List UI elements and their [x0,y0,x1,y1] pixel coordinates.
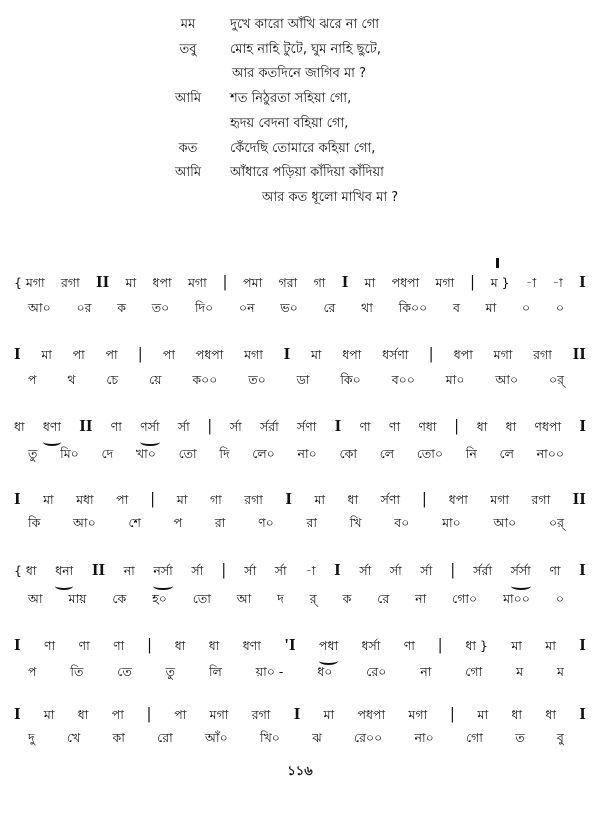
note: ধণা [43,419,61,439]
lyric-syllable: হ০ [152,591,167,606]
lyric-syllable: ০ [555,300,564,315]
note: | [221,560,226,579]
notation-row [14,635,586,658]
note: I [293,704,301,723]
lyric-syllable: তু [28,446,38,461]
lyric-syllable: না০০ [536,446,564,461]
note: I [579,416,586,435]
lyric-syllable: না [415,591,427,606]
poem-line-text: আর কতদিনে জাগিব মা ? [232,66,366,81]
note: ধপা [453,347,473,362]
lyric-syllable: লে০ [252,446,275,461]
note: পধপা [357,707,386,722]
lyric-syllable: ব০০ [391,372,415,387]
note: | [207,416,212,435]
note: মগা [490,492,510,507]
note: { মগা [14,275,45,290]
lyric-syllable: কা [112,730,125,745]
note: র্সা [389,563,402,578]
lyric-syllable: কি০০ [398,300,428,315]
note: I [579,704,586,723]
poem-line [0,139,600,161]
lyric-row [28,300,564,320]
note: মগা [408,707,428,722]
note: মগা [435,275,455,290]
poem-line-label: মম [180,17,196,32]
poem-line [0,114,600,136]
note: রগা [251,707,271,722]
lyric-syllable: তো [192,591,211,606]
poem-line-text: আঁধারে পড়িয়া কাঁদিয়া কাঁদিয়া [230,165,384,180]
note: র্সা [191,563,204,578]
lyric-syllable: ০র্ [548,515,564,530]
lyric-syllable: গো [466,730,483,745]
note: মা [545,638,556,653]
lyric-syllable: রে০০ [354,730,383,745]
note: { ধা [14,563,37,578]
note: I [14,704,21,723]
note: ণা [78,638,90,653]
note: ধা [174,638,186,653]
lyric-syllable: প [28,664,37,679]
lyric-syllable: দে [101,446,114,461]
note: নর্সা [153,563,172,583]
lyric-syllable: না০ [297,446,317,461]
note: | [223,272,227,291]
note: মা [176,492,188,507]
note: র্সর্সা [511,563,531,583]
note: র্সা [359,563,372,578]
poem-line-label: কত [178,141,198,156]
note: মগা [187,275,207,290]
lyric-syllable: মা [485,300,497,315]
page-number: ১১৬ [287,764,313,779]
note: I [14,489,21,508]
note: -া [552,275,563,290]
lyric-syllable: খে [66,730,81,745]
lyric-syllable: দু [28,730,35,745]
note: র্সণা [380,492,401,507]
lyric-syllable: প [28,372,37,387]
note: ধা [14,419,25,434]
lyric-syllable: রে০ [366,664,387,679]
note: ণা [113,638,125,653]
lyric-syllable: থা [361,300,373,315]
note: I [579,272,586,291]
note: ধা [545,707,556,722]
note: I [334,560,341,579]
lyric-syllable: ত০ [151,300,170,315]
note: র্সা [229,419,242,434]
note: I [341,272,349,291]
note: ধা [476,419,488,434]
notation-row [14,560,586,583]
note: পা [111,707,124,722]
lyric-syllable: ম [556,664,564,679]
note: | [454,416,459,435]
lyric-syllable: রা [214,515,226,530]
lyric-syllable: রা [306,515,318,530]
notation-row [14,704,586,727]
lyric-syllable: কে [112,591,127,606]
note: ধর্সা [361,638,381,653]
lyric-syllable: মা০০ [503,591,530,606]
note: | [147,704,151,723]
tala-mark [496,258,499,268]
lyric-syllable: বু [556,730,564,745]
lyric-syllable: নি [465,446,477,461]
lyric-syllable: আ০ [495,372,519,387]
note: I [283,344,291,363]
note: | [429,344,434,363]
note: র্সা [420,563,433,578]
lyric-syllable: য়া০ - [255,664,284,679]
lyric-row [28,372,564,392]
note: র্সর্রা [473,563,492,578]
note: 'I [284,635,296,654]
note: রগা [533,347,552,362]
lyric-syllable: তো০ [416,446,444,461]
lyric-syllable: লে [379,446,395,461]
note: মা [310,347,322,362]
lyric-syllable: রে [323,300,336,315]
note: ণা [549,563,561,578]
poem-line-text: আর কত ধূলো মাখিব মা ? [262,190,399,205]
lyric-syllable: ক [342,591,352,606]
note: মা [41,347,52,362]
notation-row [14,416,586,439]
lyric-syllable: ০ [521,300,531,315]
note: ণা [403,638,415,653]
note: মা [511,638,522,653]
note: I [14,344,21,363]
note: মা [43,707,55,722]
note: I [334,416,342,435]
note: I [579,635,586,654]
poem-line [0,15,600,37]
note: পা [162,347,175,362]
note: ধা [347,492,359,507]
note: র্সণা [296,419,317,434]
lyric-syllable: রো [157,730,173,745]
poem-line [0,89,600,111]
note: মা [125,275,137,290]
lyric-syllable: আ০ [28,300,51,315]
lyric-syllable: মা০ [445,372,465,387]
note: | [450,704,455,723]
note: ধর্সণা [382,347,409,362]
lyric-row [28,730,564,750]
note: রগা [531,492,551,507]
note: ধা [77,707,89,722]
note: | [422,489,427,508]
lyric-row [28,664,564,684]
lyric-syllable: প [173,515,183,530]
lyric-syllable: ক০০ [192,372,218,387]
note: পা [72,347,85,362]
notation-row [14,489,586,512]
lyric-syllable: ত০ [248,372,266,387]
poem-line-text: হৃদয় বেদনা বহিয়া গো, [230,116,349,131]
note: -া [305,563,316,578]
lyric-syllable: খি০ [260,730,280,745]
lyric-syllable: মা০ [442,515,461,530]
note: | [138,344,143,363]
note: মা [314,492,326,507]
lyric-syllable: মি০ [60,446,79,461]
lyric-syllable: আ০ [73,515,96,530]
lyric-syllable: তো [178,446,197,461]
note: ধা [505,419,517,434]
note: গা [209,492,222,507]
note: | [147,635,152,654]
note: রগা [61,275,80,290]
lyric-syllable: দি [219,446,230,461]
note: | [450,560,455,579]
note: মা [43,492,54,507]
poem-line-text: দুখে কারো আঁখি ঝরে না গো [230,17,379,32]
note: | [150,489,155,508]
poem-line [0,188,600,210]
lyric-syllable: খি [349,515,362,530]
note: মগা [244,347,263,362]
note: গরা [278,275,298,290]
note: I [285,489,293,508]
note: | [438,635,443,654]
note: মা [323,707,335,722]
lyric-syllable: মায় [68,591,87,606]
lyric-syllable: ঝ [312,730,322,745]
lyric-row [28,515,564,535]
note: পা [174,707,187,722]
lyric-syllable: না০ [414,730,434,745]
note: -া [525,275,537,290]
lyric-syllable: ০ন [238,300,255,315]
lyric-syllable: চে [106,372,119,387]
note: ণা [43,638,56,653]
lyric-syllable: না [420,664,432,679]
poem-line [0,64,600,86]
note: ধপা [342,347,362,362]
lyric-syllable: ধ০ [317,664,333,679]
lyric-row [28,591,564,611]
notation-row [14,272,586,295]
lyric-syllable: ণ০ [258,515,274,530]
note: ম } [490,275,510,290]
lyric-syllable: য়ে [149,372,162,387]
lyric-syllable: খা০ [135,446,156,461]
note: মগা [493,347,513,362]
note: রগা [244,492,263,507]
note: ধা [208,638,220,653]
note: II [572,489,586,508]
note: পধা [319,638,338,658]
lyric-syllable: ব [452,300,460,315]
note: ণধপা [534,419,562,434]
lyric-syllable: কি০ [340,372,361,387]
lyric-syllable: কো [339,446,357,461]
note: ণা [388,419,401,434]
note: ধপা [152,275,172,290]
note: II [79,416,93,435]
poem-line-text: মোহ নাহি টুটে, ঘুম নাহি ছুটে, [230,42,381,57]
lyric-syllable: ম [516,664,524,679]
lyric-syllable: ০র [76,300,92,315]
poem-line-label: আমি [174,91,202,106]
note: র্সর্রা [260,419,279,434]
lyric-syllable: আ [236,591,252,606]
poem-line-text: শত নিঠুরতা সহিয়া গো, [230,91,352,106]
lyric-syllable: লে [499,446,514,461]
lyric-syllable: থ [67,372,76,387]
lyric-syllable: ০ [555,591,564,606]
note: I [14,635,21,654]
note: মা [477,707,489,722]
lyric-syllable: ক [117,300,126,315]
note: পধপা [195,347,224,362]
poem-line-label: আমি [174,165,202,180]
note: II [91,560,106,579]
note: ধপা [448,492,468,507]
lyric-syllable: আ [28,591,43,606]
note: ণা [110,419,122,434]
lyric-syllable: তে [117,664,132,679]
lyric-syllable: ভ০ [280,300,298,315]
lyric-syllable: দি০ [194,300,214,315]
note: মধা [76,492,94,507]
note: মগা [209,707,229,722]
note: র্সা [244,563,257,578]
note: র্সা [274,563,287,578]
lyric-syllable: ০র্ [548,372,564,387]
note: | [470,272,475,291]
lyric-syllable: রে [377,591,390,606]
lyric-syllable: শে [128,515,141,530]
note: পা [116,492,129,507]
note: ধা [511,707,523,722]
lyric-syllable: কি [28,515,41,530]
lyric-syllable: ত [515,730,525,745]
note: ণধা [418,419,437,434]
lyric-syllable: গো [465,664,483,679]
note: র্সা [177,419,190,434]
lyric-syllable: তু [165,664,176,679]
lyric-syllable: ডা [296,372,310,387]
poem-line [0,163,600,185]
lyric-syllable: আঁ০ [205,730,228,745]
lyric-syllable: র্ [309,591,317,606]
poem-line-text: কেঁদেছি তোমারে কহিয়া গো, [230,141,376,156]
lyric-syllable: গো০ [452,591,478,606]
poem-line [0,40,600,62]
note: II [572,344,586,363]
note: পমা [243,275,263,290]
note: ধণা [242,638,261,653]
lyric-syllable: আ০ [493,515,517,530]
lyric-syllable: ব০ [394,515,410,530]
note: ধা } [465,638,488,653]
lyric-syllable: লি [208,664,222,679]
note: II [96,272,110,291]
note: I [579,560,586,579]
lyric-syllable: দ [277,591,284,606]
note: না [123,563,135,578]
notation-row [14,344,586,367]
note: ণা [359,419,371,434]
lyric-row [28,446,564,466]
poem-line-label: তবু [179,42,197,57]
note: গা [313,275,326,290]
note: ধনা [55,563,73,583]
lyric-syllable: তি [70,664,84,679]
note: মা [364,275,376,290]
note: ণর্সা [140,419,159,439]
note: পা [105,347,118,362]
note: পধপা [391,275,420,290]
